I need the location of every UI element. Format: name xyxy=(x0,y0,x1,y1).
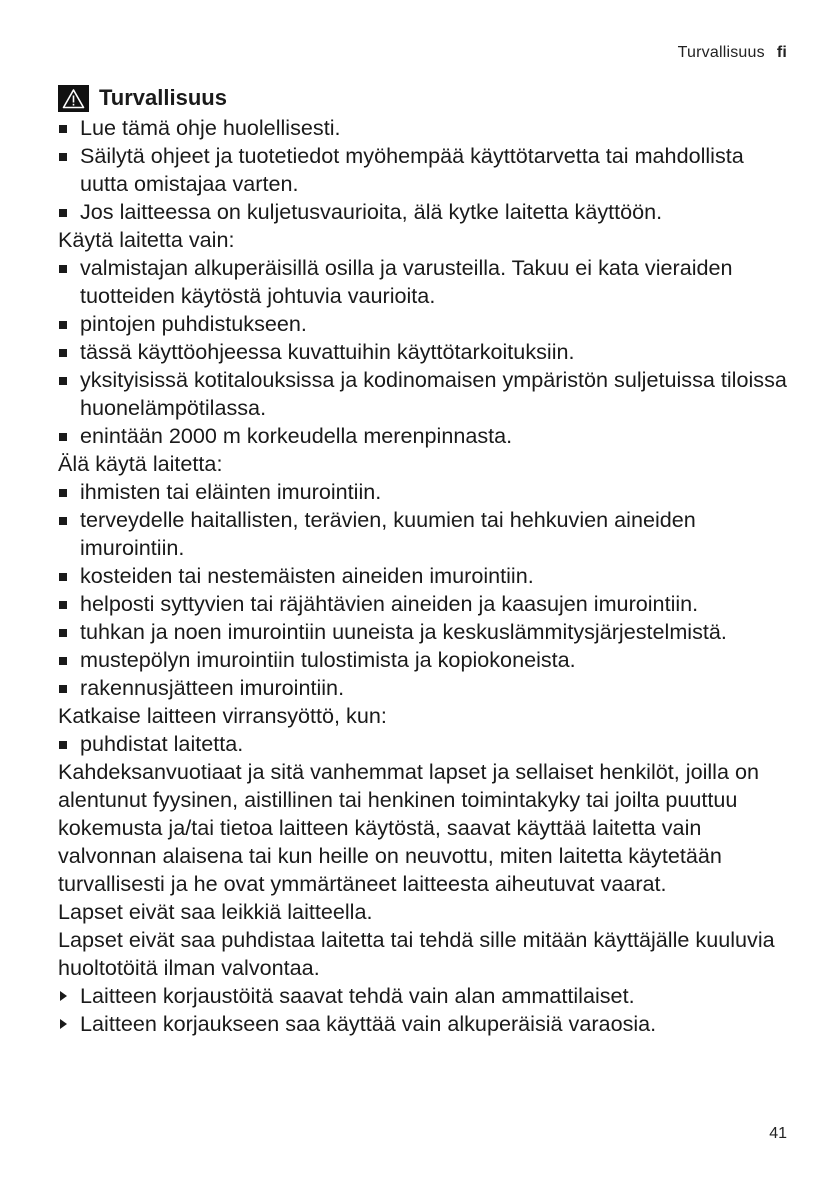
list-item: enintään 2000 m korkeudella merenpinnasta. xyxy=(58,422,793,450)
list-item: tuhkan ja noen imurointiin uuneista ja keskuslämmitysjärjestelmistä. xyxy=(58,618,793,646)
list-item: Säilytä ohjeet ja tuotetiedot myöhempää käyttötarvetta tai mahdollista uutta omistajaa varten. xyxy=(58,142,793,198)
safety-section xyxy=(58,82,793,1038)
header-language-code: fi xyxy=(776,44,787,61)
list-item: helposti syttyvien tai räjähtävien aineiden ja kaasujen imurointiin. xyxy=(58,590,793,618)
list-item: yksityisissä kotitalouksissa ja kodinomaisen ympäristön suljetuissa tiloissa huonelämpötilassa. xyxy=(58,366,793,422)
list-item: Jos laitteessa on kuljetusvaurioita, älä kytke laitetta käyttöön. xyxy=(58,198,793,226)
list-item: valmistajan alkuperäisillä osilla ja varusteilla. Takuu ei kata vieraiden tuotteiden käytöstä johtuvia vaurioita. xyxy=(58,254,793,310)
list-item: puhdistat laitetta. xyxy=(58,730,793,758)
list-item: rakennusjätteen imurointiin. xyxy=(58,674,793,702)
list-item: kosteiden tai nestemäisten aineiden imurointiin. xyxy=(58,562,793,590)
disconnect-intro-text: Katkaise laitteen virransyöttö, kun: xyxy=(58,703,387,728)
list-item: Laitteen korjaukseen saa käyttää vain alkuperäisiä varaosia. xyxy=(58,1010,793,1038)
list-item: Lue tämä ohje huolellisesti. xyxy=(58,114,793,142)
header-section-title: Turvallisuus xyxy=(677,44,765,61)
prohibited-intro-text: Älä käytä laitetta: xyxy=(58,451,223,476)
list-item: pintojen puhdistukseen. xyxy=(58,310,793,338)
repair-instructions-list xyxy=(58,982,793,1038)
list-item: tässä käyttöohjeessa kuvattuihin käyttötarkoituksiin. xyxy=(58,338,793,366)
disconnect-list xyxy=(58,730,793,758)
list-item: ihmisten tai eläinten imurointiin. xyxy=(58,478,793,506)
permitted-use-list xyxy=(58,254,793,450)
warning-triangle-icon xyxy=(58,85,89,112)
prohibited-use-list xyxy=(58,478,793,702)
children-play-paragraph: Lapset eivät saa leikkiä laitteella. xyxy=(58,899,373,924)
page-number: 41 xyxy=(769,1125,787,1142)
list-item: Laitteen korjaustöitä saavat tehdä vain alan ammattilaiset. xyxy=(58,982,793,1010)
section-title: Turvallisuus xyxy=(99,85,227,110)
section-heading xyxy=(58,82,793,114)
list-item: terveydelle haitallisten, terävien, kuumien tai hehkuvien aineiden imurointiin. xyxy=(58,506,793,562)
general-instructions-list xyxy=(58,114,793,226)
warning-triangle-icon-svg xyxy=(62,88,85,109)
running-header xyxy=(678,44,787,62)
use-intro-text: Käytä laitetta vain: xyxy=(58,227,235,252)
children-paragraph: Kahdeksanvuotiaat ja sitä vanhemmat lapset ja sellaiset henkilöt, joilla on alentunut fyysinen, aistillinen tai henkinen toimintakyky tai joilta puuttuu kokemusta ja/tai tietoa laitteen käytöstä, saavat käyttää laitetta vain valvonnan alaisena tai kun heille on neuvottu, miten laitetta käytetään turvallisesti ja he ovat ymmärtäneet laitteesta aiheutuvat vaarat. xyxy=(58,759,760,896)
children-cleaning-paragraph: Lapset eivät saa puhdistaa laitetta tai tehdä sille mitään käyttäjälle kuuluvia huoltotöitä ilman valvontaa. xyxy=(58,927,775,980)
list-item: mustepölyn imurointiin tulostimista ja kopiokoneista. xyxy=(58,646,793,674)
